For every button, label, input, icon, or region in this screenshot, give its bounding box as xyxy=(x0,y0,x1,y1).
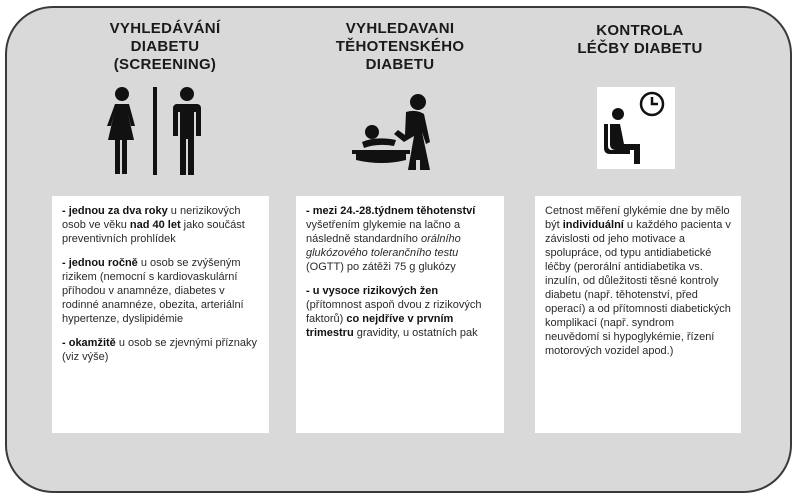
column-title-gestational xyxy=(300,20,500,74)
man-woman-icon xyxy=(102,85,212,177)
title-line: LÉČBY DIABETU xyxy=(577,40,703,57)
card-screening xyxy=(52,196,269,433)
baby-changing-icon xyxy=(348,92,440,172)
list-item: - okamžitě u osob se zjevnými příznaky (viz výše) xyxy=(62,337,258,363)
card-gestational xyxy=(296,196,504,433)
list-item: - mezi 24.-28.týdnem těhotenství vyšetřením glykemie na lačno a následně standardního orálního glukózového tolerančního testu (OGTT) po zátěži 75 g glukózy xyxy=(306,205,476,273)
paragraph: Cetnost měření glykémie dne by mělo být individuální u každého pacienta v závislosti od jeho motivace a spolupráce, od typu antidiabetické léčby (perorální antidiabetika vs. inzulín, od důležitosti těsné kontroly diabetu (např. těhotenství, před operací) a od přítomnosti diabetických komplikací (např. syndrom neuvědomí si hypoglykémie, řízení motorových vozidel apod.) xyxy=(545,205,731,357)
list-item: - jednou za dva roky u nerizikových osob ve věku nad 40 let jako součást preventivních prohlídek xyxy=(62,205,245,245)
list-item: - u vysoce rizikových žen (přítomnost aspoň dvou z rizikových faktorů) co nejdříve v prvním trimestru gravidity, u ostatních pak xyxy=(306,285,482,339)
column-title-control xyxy=(540,22,740,58)
list-item: - jednou ročně u osob se zvýšeným rizikem (nemocní s kardiovaskulární příhodou v anamnéze, diabetes v rodinné anamnéze, obezita, arteriální hypertenze, dyslipidémie xyxy=(62,257,244,325)
title-line: DIABETU xyxy=(130,38,200,55)
divider xyxy=(153,87,157,175)
waiting-room-icon xyxy=(596,86,676,170)
title-line: DIABETU xyxy=(365,56,435,73)
title-line: VYHLEDAVANI xyxy=(345,20,455,37)
title-line: KONTROLA xyxy=(596,22,684,39)
title-line: (SCREENING) xyxy=(113,56,217,73)
title-line: TĚHOTENSKÉHO xyxy=(335,38,465,55)
card-control xyxy=(535,196,741,433)
column-title-screening xyxy=(60,20,270,74)
title-line: VYHLEDÁVÁNÍ xyxy=(109,20,221,37)
